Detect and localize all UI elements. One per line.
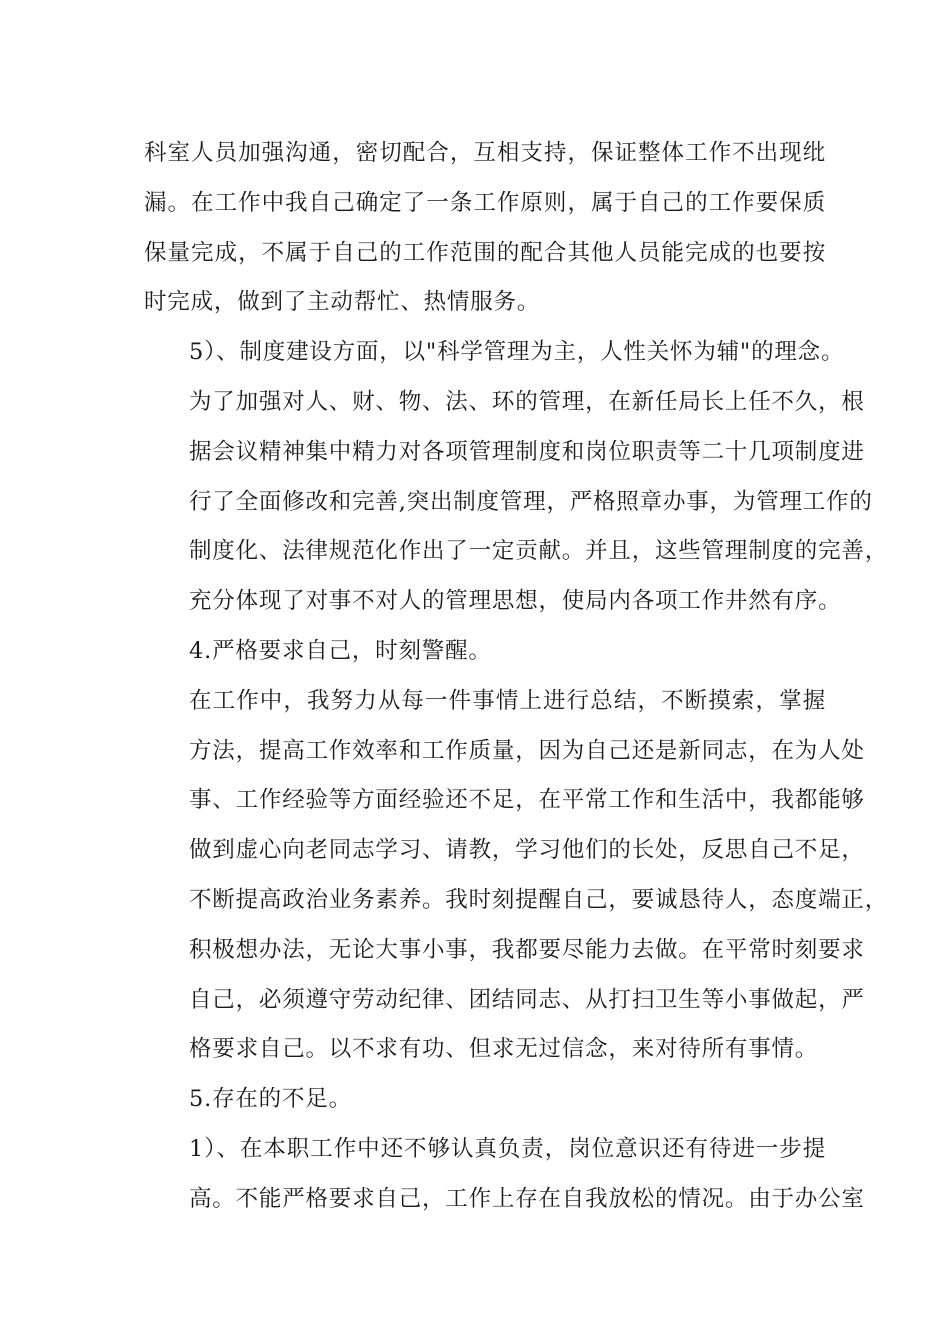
text-line: 方法，提高工作效率和工作质量，因为自己还是新同志，在为人处 [189, 737, 865, 764]
paragraph [144, 627, 826, 677]
text-line: 保量完成，不属于自己的工作范围的配合其他人员能完成的也要按 [144, 239, 826, 266]
paragraph [144, 1125, 865, 1225]
text-line: 时完成，做到了主动帮忙、热情服务。 [144, 289, 541, 316]
text-line: 做到虚心向老同志学习、请教，学习他们的长处，反思自己不足， [189, 837, 865, 864]
paragraph [144, 677, 889, 1075]
text-line: 积极想办法，无论大事小事，我都要尽能力去做。在平常时刻要求 [189, 936, 865, 963]
text-line: 为了加强对人、财、物、法、环的管理，在新任局长上任不久，根 [189, 388, 865, 415]
paragraph [144, 129, 826, 328]
text-line: 自己，必须遵守劳动纪律、团结同志、从打扫卫生等小事做起，严 [189, 986, 865, 1013]
text-line: 在工作中，我努力从每一件事情上进行总结，不断摸索，掌握 [189, 687, 826, 714]
text-line: 事、工作经验等方面经验还不足，在平常工作和生活中，我都能够 [189, 787, 865, 814]
text-line: 行了全面修改和完善,突出制度管理，严格照章办事，为管理工作的 [189, 488, 873, 515]
text-line: 1）、在本职工作中还不够认真负责，岗位意识还有待进一步提 [189, 1135, 826, 1162]
text-line: 制度化、法律规范化作出了一定贡献。并且，这些管理制度的完善， [189, 538, 889, 565]
text-line: 4.严格要求自己，时刻警醒。 [189, 637, 492, 664]
document-body [144, 129, 889, 1225]
text-line: 据会议精神集中精力对各项管理制度和岗位职责等二十几项制度进 [189, 438, 865, 465]
paragraph [144, 328, 889, 627]
text-line: 充分体现了对事不对人的管理思想，使局内各项工作井然有序。 [189, 588, 842, 615]
text-line: 漏。在工作中我自己确定了一条工作原则，属于自己的工作要保质 [144, 189, 826, 216]
text-line: 5）、制度建设方面，以"科学管理为主，人性关怀为辅"的理念。 [189, 339, 845, 366]
text-line: 不断提高政治业务素养。我时刻提醒自己，要诚恳待人，态度端正， [189, 886, 889, 913]
text-line: 格要求自己。以不求有功、但求无过信念，来对待所有事情。 [189, 1036, 819, 1063]
paragraph [144, 1075, 826, 1125]
text-line: 5.存在的不足。 [189, 1086, 352, 1113]
text-line: 高。不能严格要求自己，工作上存在自我放松的情况。由于办公室 [189, 1185, 865, 1212]
text-line: 科室人员加强沟通，密切配合，互相支持，保证整体工作不出现纰 [144, 140, 826, 166]
